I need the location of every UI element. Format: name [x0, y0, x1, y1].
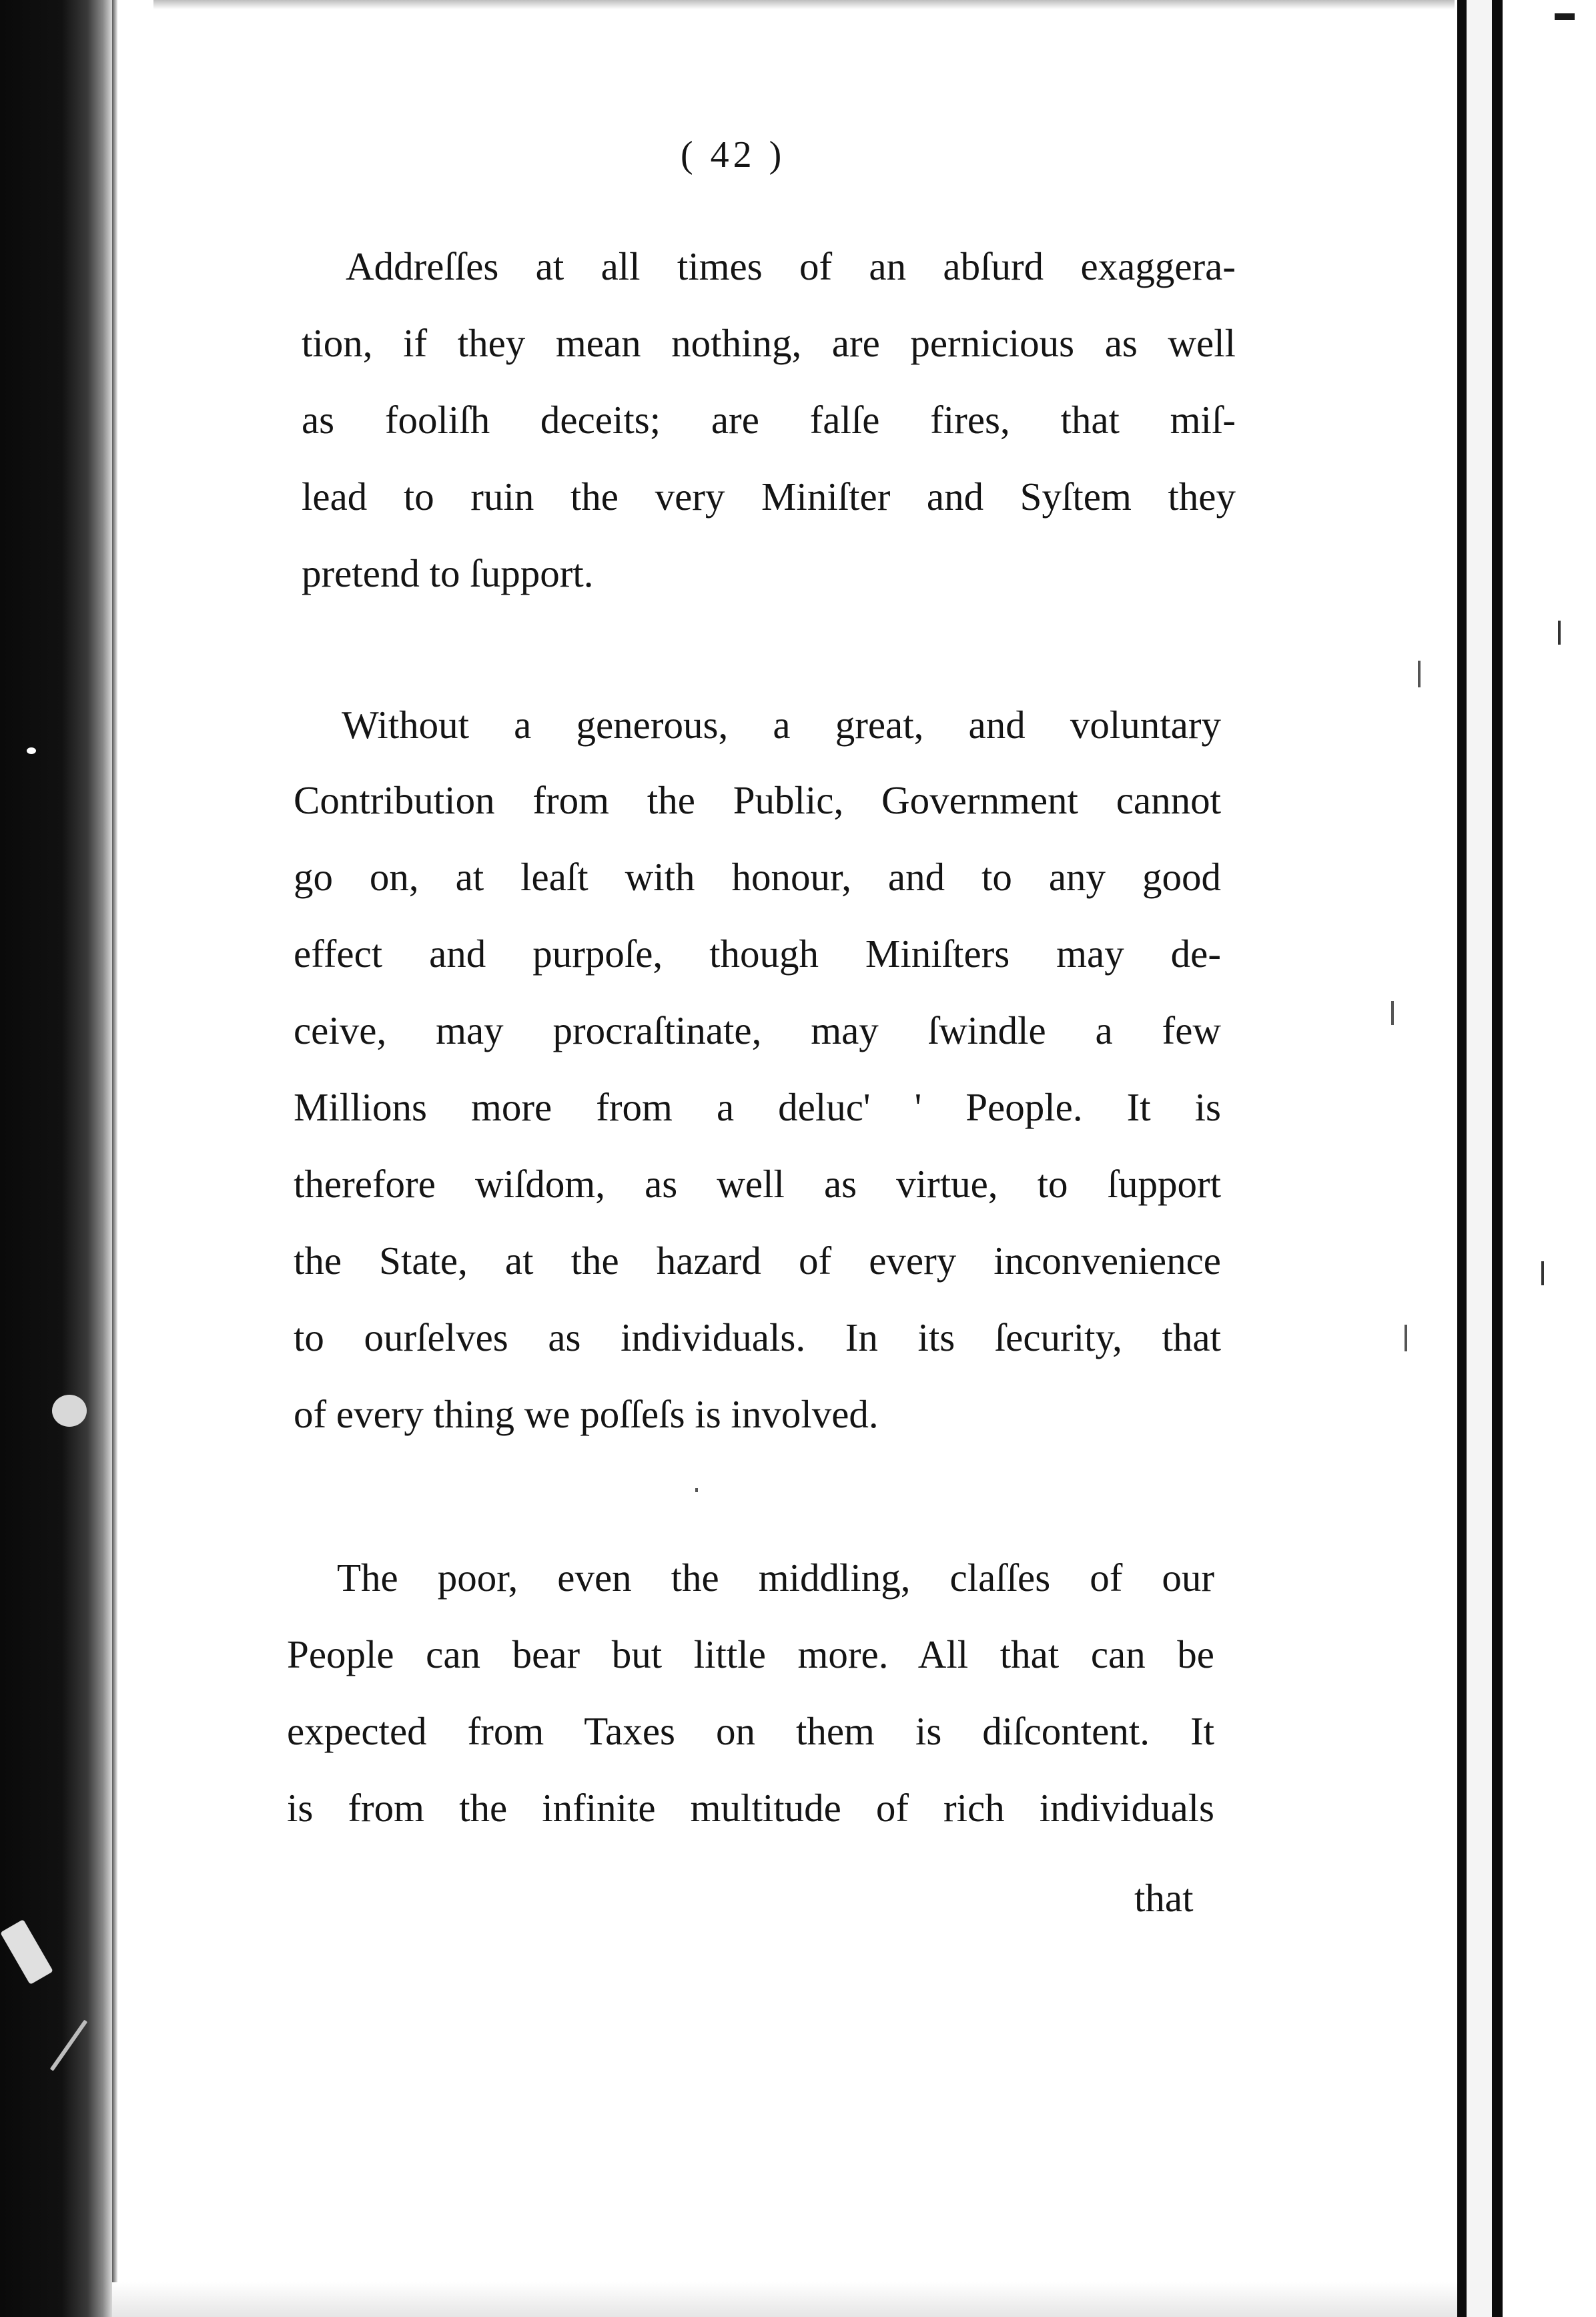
page-number: ( 42 ) [681, 134, 786, 176]
text-line: Addreſſes at all times of an abſurd exaggera- [346, 247, 1236, 288]
stray-mark [1405, 1325, 1407, 1351]
text-line: expected from Taxes on them is diſcontent. It [287, 1712, 1214, 1753]
right-border-rule [1457, 0, 1467, 2317]
right-border-strip [1467, 0, 1492, 2317]
bottom-edge-shadow [112, 2282, 1460, 2317]
gutter-speck [0, 1919, 53, 1985]
text-line: ceive, may procraſtinate, may ſwindle a few [294, 1011, 1221, 1052]
text-line: the State, at the hazard of every inconvenience [294, 1241, 1221, 1283]
gutter-speck [27, 747, 36, 754]
gutter-speck [52, 1395, 87, 1427]
stray-mark [1555, 13, 1575, 20]
text-line: Contribution from the Public, Government cannot [294, 781, 1221, 822]
text-line: pretend to ſupport. [302, 551, 594, 595]
text-line: of every thing we poſſeſs is involved. [294, 1392, 879, 1436]
text-line: go on, at leaſt with honour, and to any good [294, 858, 1221, 899]
stray-mark [1391, 1001, 1394, 1025]
text-line: therefore wiſdom, as well as virtue, to ſupport [294, 1165, 1221, 1206]
text-line: is from the infinite multitude of rich individuals [287, 1788, 1214, 1830]
right-border-rule [1492, 0, 1503, 2317]
text-line: to ourſelves as individuals. In its ſecurity, that [294, 1318, 1221, 1359]
stray-mark [1541, 1261, 1544, 1285]
text-line: The poor, even the middling, claſſes of our [337, 1558, 1214, 1600]
text-line: effect and purpoſe, though Miniſters may de- [294, 934, 1221, 976]
text-line: lead to ruin the very Miniſter and Syſtem they [302, 477, 1236, 519]
binding-gutter [0, 0, 112, 2317]
gutter-speck [50, 2019, 88, 2071]
top-edge-smudge [153, 0, 1455, 9]
stray-mark [1418, 661, 1421, 687]
stray-mark [1558, 621, 1561, 645]
text-line: as fooliſh deceits; are falſe fires, that miſ- [302, 400, 1236, 442]
text-line: Millions more from a deluc' ' People. It is [294, 1088, 1221, 1129]
text-line: tion, if they mean nothing, are pernicious as well [302, 324, 1236, 365]
stray-mark [695, 1488, 698, 1492]
text-line: People can bear but little more. All that can be [287, 1635, 1214, 1676]
text-line: Without a generous, a great, and voluntary [342, 705, 1221, 747]
catchword: that [1134, 1876, 1194, 1920]
page-edge [112, 0, 117, 2317]
facing-page-edge [1503, 0, 1596, 2317]
